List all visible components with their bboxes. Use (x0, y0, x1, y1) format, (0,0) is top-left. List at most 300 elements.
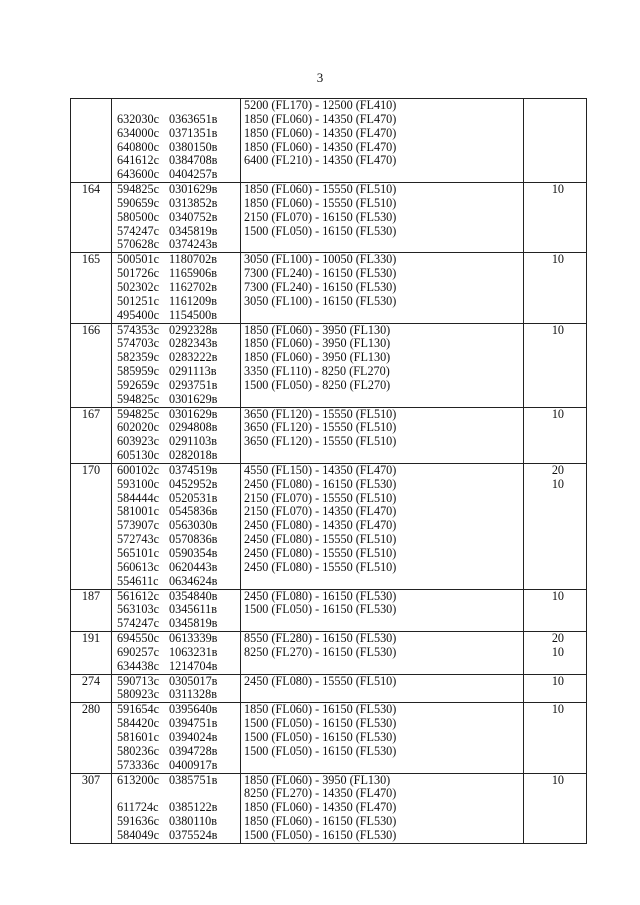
value (524, 421, 586, 435)
flight-levels-cell (241, 99, 524, 183)
flight-level-range: 2150 (FL070) - 16150 (FL530) (244, 209, 397, 224)
route-point (112, 561, 240, 575)
longitude: 0404257в (169, 167, 218, 182)
flight-level-range: 1850 (FL060) - 14350 (FL470) (244, 139, 397, 154)
routes-table-body (71, 99, 587, 844)
latitude: 561612с (117, 588, 159, 603)
route-point (112, 717, 240, 731)
value (524, 393, 586, 407)
flight-level-range: 2450 (FL080) - 15550 (FL510) (244, 559, 397, 574)
route-point (112, 787, 240, 801)
flight-level-range: 3350 (FL110) - 8250 (FL270) (244, 364, 390, 379)
latitude: 694550с (117, 631, 159, 646)
latitude: 603923с (117, 434, 159, 449)
value (524, 113, 586, 127)
flight-level-range: 1500 (FL050) - 16150 (FL530) (244, 716, 397, 731)
route-points-cell (112, 253, 241, 323)
route-points-cell (112, 674, 241, 703)
flight-level-range (241, 575, 523, 589)
route-point (112, 492, 240, 506)
flight-levels-cell (241, 323, 524, 407)
route-point (112, 253, 240, 267)
latitude: 502302с (117, 279, 159, 294)
flight-levels-cell (241, 674, 524, 703)
latitude: 640800с (117, 139, 159, 154)
value: 10 (551, 322, 564, 337)
latitude: 582359с (117, 350, 159, 365)
latitude: 590659с (117, 195, 159, 210)
latitude: 554611с (117, 573, 159, 588)
flight-level-range: 5200 (FL170) - 12500 (FL410) (244, 98, 397, 112)
latitude: 580923с (117, 687, 159, 702)
route-point (112, 295, 240, 309)
flight-level-range: 2150 (FL070) - 14350 (FL470) (244, 504, 397, 519)
route-point (112, 365, 240, 379)
route-point (112, 829, 240, 843)
flight-level-range: 3650 (FL120) - 15550 (FL510) (244, 406, 397, 421)
latitude: 585959с (117, 364, 159, 379)
table-row (71, 183, 587, 253)
flight-level-range: 2450 (FL080) - 15550 (FL510) (244, 546, 397, 560)
table-row (71, 407, 587, 463)
value (524, 309, 586, 323)
flight-level-range: 2450 (FL080) - 16150 (FL530) (244, 588, 397, 603)
flight-level-range: 2450 (FL080) - 14350 (FL470) (244, 518, 397, 533)
value (524, 238, 586, 252)
longitude: 0311328в (169, 687, 217, 702)
route-point (112, 675, 240, 689)
value-cell (524, 632, 587, 675)
flight-level-range: 2450 (FL080) - 15550 (FL510) (244, 532, 397, 547)
longitude: 0590354в (169, 546, 218, 560)
value: 10 (551, 252, 564, 267)
value (524, 351, 586, 365)
value: 10 (551, 182, 564, 197)
value (524, 225, 586, 239)
flight-levels-cell (241, 589, 524, 632)
route-id: 274 (81, 673, 101, 688)
longitude: 0374243в (169, 237, 218, 252)
route-point (112, 168, 240, 182)
longitude: 0385751в (169, 772, 218, 787)
flight-level-range: 7300 (FL240) - 16150 (FL530) (244, 266, 397, 281)
value (524, 141, 586, 155)
value (524, 337, 586, 351)
longitude: 0292328в (169, 322, 218, 337)
value (524, 829, 586, 843)
route-point (112, 127, 240, 141)
route-id-cell (71, 323, 112, 407)
route-point (112, 281, 240, 295)
value (524, 519, 586, 533)
latitude: 584049с (117, 827, 159, 842)
route-points-cell (112, 589, 241, 632)
value (524, 505, 586, 519)
longitude: 0345819в (169, 616, 218, 631)
value (524, 603, 586, 617)
route-id: 167 (81, 406, 101, 421)
latitude: 643600с (117, 167, 159, 182)
route-id-cell (71, 463, 112, 589)
longitude: 0301629в (169, 391, 218, 406)
route-point (112, 660, 240, 674)
latitude: 594825с (117, 391, 159, 406)
value: 10 (551, 673, 564, 688)
flight-level-range: 1850 (FL060) - 15550 (FL510) (244, 182, 397, 197)
latitude: 574703с (117, 336, 159, 351)
longitude: 0520531в (169, 490, 218, 505)
longitude: 0395640в (169, 702, 218, 717)
route-points-cell (112, 99, 241, 183)
value (524, 295, 586, 309)
longitude: 0283222в (169, 350, 218, 365)
longitude: 0384708в (169, 153, 218, 168)
flight-level-range: 1850 (FL060) - 14350 (FL470) (244, 800, 397, 815)
flight-level-range: 1850 (FL060) - 3950 (FL130) (244, 336, 391, 351)
flight-level-range (241, 660, 523, 674)
value (524, 533, 586, 547)
route-point (112, 646, 240, 660)
route-point (112, 324, 240, 338)
value (524, 801, 586, 815)
flight-level-range: 1500 (FL050) - 16150 (FL530) (244, 223, 397, 238)
flight-level-range: 1500 (FL050) - 16150 (FL530) (244, 827, 397, 842)
route-point (112, 547, 240, 561)
flight-level-range: 3050 (FL100) - 16150 (FL530) (244, 293, 397, 308)
flight-level-range: 8250 (FL270) - 14350 (FL470) (244, 786, 397, 801)
value (524, 575, 586, 589)
longitude: 0291113в (169, 364, 217, 379)
flight-level-range: 1850 (FL060) - 14350 (FL470) (244, 125, 397, 140)
longitude: 0400917в (169, 757, 218, 772)
route-point (112, 435, 240, 449)
route-id: 187 (81, 588, 101, 603)
route-point (112, 590, 240, 604)
flight-levels-cell (241, 407, 524, 463)
flight-level-range: 3650 (FL120) - 15550 (FL510) (244, 434, 397, 449)
latitude: 501726с (117, 266, 159, 281)
route-point (112, 759, 240, 773)
flight-level-range: 1850 (FL060) - 3950 (FL130) (244, 350, 391, 365)
flight-level-range: 7300 (FL240) - 16150 (FL530) (244, 279, 397, 294)
route-point (112, 533, 240, 547)
routes-table (70, 98, 587, 844)
route-points-cell (112, 183, 241, 253)
value-cell (524, 589, 587, 632)
latitude: 574353с (117, 322, 159, 337)
flight-level-range: 8550 (FL280) - 16150 (FL530) (244, 631, 397, 646)
longitude: 0282343в (169, 336, 218, 351)
route-id-cell (71, 773, 112, 843)
latitude: 572743с (117, 532, 159, 547)
longitude: 0563030в (169, 518, 218, 533)
value: 20 (551, 462, 564, 477)
value (524, 281, 586, 295)
table-row (71, 674, 587, 703)
route-point (112, 478, 240, 492)
longitude: 0375524в (169, 827, 218, 842)
longitude: 0301629в (169, 182, 218, 197)
route-point (112, 801, 240, 815)
value (524, 365, 586, 379)
value (524, 197, 586, 211)
flight-level-range (241, 688, 523, 702)
flight-level-range (241, 309, 523, 323)
flight-level-range (241, 168, 523, 182)
value: 10 (551, 772, 564, 787)
route-id: 165 (81, 252, 101, 267)
route-point (112, 603, 240, 617)
value-cell (524, 99, 587, 183)
longitude: 1063231в (169, 644, 218, 659)
longitude: 1214704в (169, 658, 218, 673)
route-point (112, 408, 240, 422)
value-cell (524, 323, 587, 407)
value (524, 731, 586, 745)
route-point (112, 731, 240, 745)
route-id-cell (71, 674, 112, 703)
flight-level-range: 1500 (FL050) - 16150 (FL530) (244, 602, 397, 617)
value (524, 127, 586, 141)
value (524, 168, 586, 182)
flight-level-range: 3650 (FL120) - 15550 (FL510) (244, 420, 397, 435)
value (524, 492, 586, 506)
table-row (71, 703, 587, 773)
route-point (112, 617, 240, 631)
latitude: 501251с (117, 293, 159, 308)
route-point (112, 745, 240, 759)
value-cell (524, 253, 587, 323)
route-id: 166 (81, 322, 101, 337)
flight-level-range: 3050 (FL100) - 10050 (FL330) (244, 252, 397, 267)
flight-level-range: 1500 (FL050) - 16150 (FL530) (244, 729, 397, 744)
table-row (71, 99, 587, 183)
longitude: 1180702в (169, 252, 217, 267)
route-point (112, 632, 240, 646)
longitude: 0394728в (169, 743, 218, 758)
longitude: 0345611в (169, 602, 217, 617)
latitude: 613200с (117, 772, 159, 787)
value (524, 211, 586, 225)
value (524, 561, 586, 575)
value (524, 267, 586, 281)
route-points-cell (112, 407, 241, 463)
table-row (71, 632, 587, 675)
longitude: 0363651в (169, 111, 218, 126)
value: 10 (551, 406, 564, 421)
latitude: 563103с (117, 602, 159, 617)
longitude: 0293751в (169, 377, 218, 392)
value (524, 688, 586, 702)
value (524, 379, 586, 393)
longitude: 0291103в (169, 434, 217, 449)
flight-level-range (241, 449, 523, 463)
latitude: 600102с (117, 462, 159, 477)
route-points-cell (112, 632, 241, 675)
route-point (112, 309, 240, 323)
route-point (112, 774, 240, 788)
value: 10 (551, 588, 564, 603)
latitude: 634000с (117, 125, 159, 140)
route-point (112, 815, 240, 829)
value (524, 745, 586, 759)
route-point (112, 267, 240, 281)
latitude: 584444с (117, 490, 159, 505)
value: 20 (551, 631, 564, 646)
table-row (71, 463, 587, 589)
route-point (112, 141, 240, 155)
route-id: 191 (81, 631, 101, 646)
route-point (112, 464, 240, 478)
latitude: 632030с (117, 111, 159, 126)
longitude: 1165906в (169, 266, 217, 281)
longitude: 0394751в (169, 716, 218, 731)
latitude: 574247с (117, 223, 159, 238)
table-row (71, 253, 587, 323)
latitude: 594825с (117, 406, 159, 421)
longitude: 0340752в (169, 209, 218, 224)
flight-levels-cell (241, 463, 524, 589)
route-id-cell (71, 99, 112, 183)
route-point (112, 393, 240, 407)
value (524, 547, 586, 561)
latitude: 581601с (117, 729, 159, 744)
value (524, 660, 586, 674)
latitude: 565101с (117, 546, 159, 560)
route-point (112, 99, 240, 113)
latitude: 580236с (117, 743, 159, 758)
route-id: 164 (81, 182, 101, 197)
table-row (71, 589, 587, 632)
route-id-cell (71, 407, 112, 463)
route-point (112, 519, 240, 533)
longitude: 1161209в (169, 293, 217, 308)
value-cell (524, 773, 587, 843)
flight-level-range: 1850 (FL060) - 16150 (FL530) (244, 702, 397, 717)
route-point (112, 379, 240, 393)
table-row (71, 773, 587, 843)
latitude: 560613с (117, 559, 159, 574)
route-point (112, 688, 240, 702)
latitude: 573907с (117, 518, 159, 533)
latitude: 584420с (117, 716, 159, 731)
latitude: 592659с (117, 377, 159, 392)
route-id: 307 (81, 772, 101, 787)
latitude: 574247с (117, 616, 159, 631)
flight-level-range: 1850 (FL060) - 3950 (FL130) (244, 772, 391, 787)
latitude: 495400с (117, 307, 159, 322)
latitude: 500501с (117, 252, 159, 267)
route-point (112, 575, 240, 589)
latitude: 593100с (117, 476, 159, 491)
route-points-cell (112, 773, 241, 843)
value (524, 717, 586, 731)
flight-level-range: 1850 (FL060) - 16150 (FL530) (244, 814, 397, 829)
route-id-cell (71, 253, 112, 323)
flight-level-range: 1500 (FL050) - 16150 (FL530) (244, 743, 397, 758)
route-points-cell (112, 703, 241, 773)
latitude: 605130с (117, 448, 159, 463)
latitude: 602020с (117, 420, 159, 435)
longitude: 0620443в (169, 559, 218, 574)
longitude: 0345819в (169, 223, 218, 238)
route-point (112, 197, 240, 211)
longitude: 1154500в (169, 307, 217, 322)
route-point (112, 337, 240, 351)
route-point (112, 703, 240, 717)
route-point (112, 238, 240, 252)
route-point (112, 183, 240, 197)
flight-level-range: 1850 (FL060) - 15550 (FL510) (244, 195, 397, 210)
latitude: 591636с (117, 814, 159, 829)
route-point (112, 351, 240, 365)
route-id-cell (71, 632, 112, 675)
latitude: 611724с (117, 800, 159, 815)
flight-levels-cell (241, 253, 524, 323)
route-point (112, 505, 240, 519)
longitude: 0613339в (169, 631, 218, 646)
page-number: 3 (316, 70, 324, 85)
longitude: 0634624в (169, 573, 218, 588)
longitude: 0354840в (169, 588, 218, 603)
latitude: 641612с (117, 153, 159, 168)
longitude: 0301629в (169, 406, 218, 421)
value (524, 787, 586, 801)
value-cell (524, 463, 587, 589)
longitude: 0394024в (169, 729, 218, 744)
value-cell (524, 407, 587, 463)
flight-level-range: 1850 (FL060) - 14350 (FL470) (244, 111, 397, 126)
value-cell (524, 183, 587, 253)
value: 10 (551, 702, 564, 717)
route-point (112, 225, 240, 239)
longitude: 0570836в (169, 532, 218, 547)
value (524, 99, 586, 113)
flight-level-range: 8250 (FL270) - 16150 (FL530) (244, 644, 397, 659)
route-point (112, 421, 240, 435)
flight-level-range: 4550 (FL150) - 14350 (FL470) (244, 462, 397, 477)
longitude: 0305017в (169, 673, 218, 688)
route-points-cell (112, 463, 241, 589)
latitude: 573336с (117, 757, 159, 772)
latitude: 590713с (117, 673, 159, 688)
longitude: 0294808в (169, 420, 218, 435)
longitude: 0545836в (169, 504, 218, 519)
latitude: 580500с (117, 209, 159, 224)
value: 10 (551, 644, 564, 659)
flight-level-range: 2450 (FL080) - 15550 (FL510) (244, 673, 397, 688)
flight-levels-cell (241, 703, 524, 773)
value-cell (524, 703, 587, 773)
route-id: 170 (81, 462, 101, 477)
value (524, 435, 586, 449)
value (524, 449, 586, 463)
latitude: 570628с (117, 237, 159, 252)
longitude: 0452952в (169, 476, 218, 491)
longitude: 0380110в (169, 814, 217, 829)
flight-levels-cell (241, 773, 524, 843)
flight-levels-cell (241, 632, 524, 675)
longitude: 0380150в (169, 139, 218, 154)
route-points-cell (112, 323, 241, 407)
route-point (112, 211, 240, 225)
flight-levels-cell (241, 183, 524, 253)
flight-level-range: 1500 (FL050) - 8250 (FL270) (244, 377, 391, 392)
flight-level-range: 2450 (FL080) - 16150 (FL530) (244, 476, 397, 491)
value (524, 759, 586, 773)
flight-level-range (241, 617, 523, 631)
flight-level-range (241, 759, 523, 773)
